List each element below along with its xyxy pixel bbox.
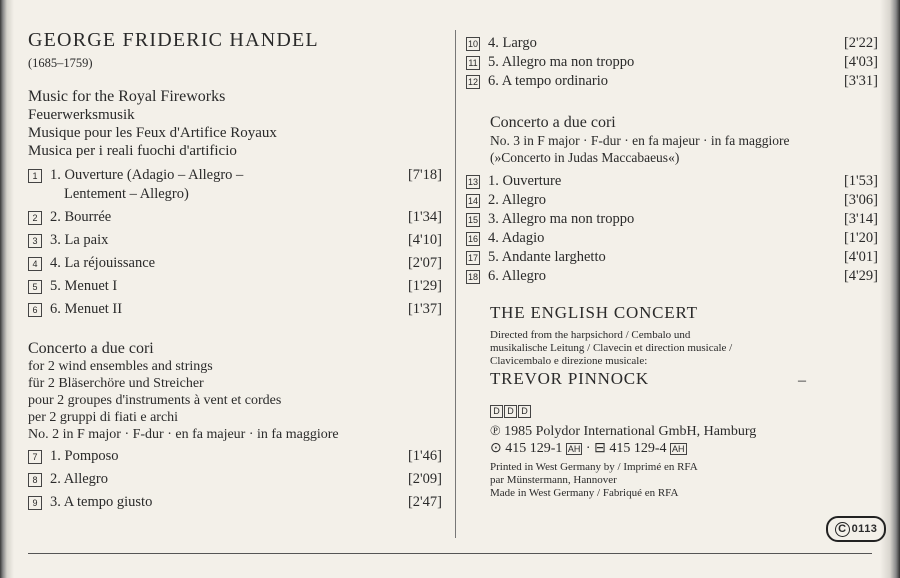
right-edge-shadow: [880, 0, 900, 578]
track-duration: [2'22]: [843, 35, 878, 51]
track-number-box: 7: [28, 450, 42, 464]
track-number-box: 11: [466, 56, 480, 70]
track-number-box: 12: [467, 77, 478, 87]
track-number-box: 17: [467, 253, 478, 263]
track-item: [466, 229, 878, 248]
conductor-name: TREVOR PINNOCK: [490, 369, 650, 388]
ddd-code: [466, 401, 878, 419]
work-subtitle: Feuerwerksmusik: [28, 107, 135, 123]
track-duration: [1'37]: [407, 301, 442, 317]
work-title-concerto-2: Concerto a due cori: [28, 340, 154, 357]
track-number-box: 13: [467, 177, 478, 187]
track-title: 1. Ouverture (Adagio – Allegro –: [50, 167, 244, 183]
track-title: 1. Ouverture: [488, 173, 562, 189]
track-duration: [3'06]: [843, 192, 878, 208]
track-item: [466, 53, 878, 72]
work-subtitle: (»Concerto in Judas Maccabaeus«): [490, 150, 680, 165]
work-subtitle: No. 3 in F major · F-dur · en fa majeur · in fa maggiore: [490, 133, 790, 148]
direction-note: Clavicembalo e direzione musicale:: [490, 355, 648, 367]
ensemble-name: THE ENGLISH CONCERT: [490, 303, 698, 322]
track-title: 3. A tempo giusto: [50, 494, 153, 510]
track-item: [466, 72, 878, 91]
track-title: 4. La réjouissance: [50, 255, 156, 271]
track-number-box: 10: [467, 39, 478, 49]
direction-note: Directed from the harpsichord / Cembalo und: [490, 329, 691, 341]
track-title: 5. Menuet I: [50, 278, 118, 294]
cassette-catalog-number: 415 129-4: [609, 441, 667, 456]
printer-note: Made in West Germany / Fabriqué en RFA: [490, 487, 679, 499]
direction-note: musikalische Leitung / Clavecin et direction musicale /: [490, 342, 733, 354]
track-title: 6. A tempo ordinario: [488, 73, 609, 89]
track-title: 2. Allegro: [50, 471, 108, 487]
track-duration: [1'53]: [843, 173, 878, 189]
track-number-box: 2: [28, 211, 42, 225]
ddd-letter: D: [490, 405, 503, 418]
track-number-box: 8: [28, 473, 42, 487]
track-duration: [1'34]: [407, 209, 442, 225]
printer-note: Printed in West Germany by / Imprimé en RFA: [490, 461, 698, 473]
bottom-rule: [28, 553, 872, 554]
track-item: [28, 231, 442, 250]
printer-note: par Münstermann, Hannover: [490, 474, 617, 486]
track-item: [28, 277, 442, 296]
track-title: 4. Largo: [488, 35, 537, 51]
work-subtitle: per 2 gruppi di fiati e archi: [28, 410, 179, 425]
disc-icon: ⊙: [490, 441, 502, 456]
track-number-box: 4: [28, 257, 42, 271]
track-item: [28, 470, 442, 489]
left-edge-shadow: [0, 0, 14, 578]
composer-name: GEORGE FRIDERIC HANDEL: [28, 29, 319, 51]
track-duration: [2'47]: [407, 494, 442, 510]
conductor-line: [466, 368, 878, 389]
track-item: [466, 172, 878, 191]
track-title-continuation: Lentement – Allegro): [64, 186, 189, 202]
track-duration: [3'31]: [843, 73, 878, 89]
track-duration: [4'10]: [407, 232, 442, 248]
label-code-c-icon: C: [835, 522, 850, 537]
track-title: 6. Menuet II: [50, 301, 123, 317]
track-title: 5. Allegro ma non troppo: [488, 54, 635, 70]
track-item: [28, 208, 442, 227]
track-title: 3. La paix: [50, 232, 109, 248]
track-title: 2. Allegro: [488, 192, 546, 208]
track-item: [28, 447, 442, 466]
track-duration: [1'20]: [843, 230, 878, 246]
track-item: [466, 191, 878, 210]
track-duration: [2'07]: [407, 255, 442, 271]
track-number-box: 5: [28, 280, 42, 294]
track-duration: [1'29]: [407, 278, 442, 294]
left-column: [28, 28, 442, 512]
track-number-box: 3: [28, 234, 42, 248]
work-subtitle: No. 2 in F major · F-dur · en fa majeur · in fa maggiore: [28, 427, 339, 442]
label-code-logo: [826, 516, 886, 542]
disc-code-box: AH: [567, 444, 581, 454]
track-item: [28, 493, 442, 512]
track-title: 3. Allegro ma non troppo: [488, 211, 635, 227]
track-duration: [2'09]: [407, 471, 442, 487]
track-item: [28, 300, 442, 319]
track-title: 4. Adagio: [488, 230, 545, 246]
track-duration: [3'14]: [843, 211, 878, 227]
column-divider: [455, 30, 456, 538]
track-duration: [7'18]: [407, 167, 442, 183]
track-title: 5. Andante larghetto: [488, 249, 606, 265]
track-title: 6. Allegro: [488, 268, 546, 284]
ddd-letter: D: [504, 405, 517, 418]
conductor-dash: –: [798, 372, 807, 389]
cassette-icon: ⊟: [594, 441, 606, 456]
track-number-box: 1: [28, 169, 42, 183]
track-duration: [4'29]: [843, 268, 878, 284]
label-code-number: 0113: [851, 523, 878, 535]
ddd-boxes: [490, 405, 532, 418]
composer-dates: (1685–1759): [28, 56, 93, 70]
cassette-code-box: AH: [672, 444, 685, 454]
work-title-fireworks: Music for the Royal Fireworks: [28, 88, 226, 105]
track-number-box: 9: [28, 496, 42, 510]
track-duration: [4'03]: [843, 54, 878, 70]
track-title: 1. Pomposo: [50, 448, 119, 464]
track-number-box: 18: [467, 272, 478, 282]
copyright-line: ℗ 1985 Polydor International GmbH, Hamburg: [490, 424, 757, 439]
track-item: [466, 267, 878, 286]
track-item: [28, 254, 442, 273]
work-subtitle: Musique pour les Feux d'Artifice Royaux: [28, 125, 277, 141]
work-subtitle: Musica per i reali fuochi d'artificio: [28, 143, 237, 159]
work-title-concerto-3: Concerto a due cori: [490, 114, 616, 131]
track-title: 2. Bourrée: [50, 209, 112, 225]
right-column: [466, 34, 878, 500]
catalog-line: ⊙ 415 129-1 AH · ⊟ 415 129-4 AH: [490, 441, 685, 456]
track-number-box: 15: [467, 215, 478, 225]
track-duration: [4'01]: [843, 249, 878, 265]
track-item: [466, 34, 878, 53]
track-duration: [1'46]: [407, 448, 442, 464]
work-subtitle: für 2 Bläserchöre und Streicher: [28, 376, 204, 391]
work-subtitle: for 2 wind ensembles and strings: [28, 359, 213, 374]
track-number-box: 14: [467, 196, 478, 206]
ddd-letter: D: [518, 405, 531, 418]
track-item: [28, 166, 442, 204]
track-number-box: 6: [28, 303, 42, 317]
track-item: [466, 210, 878, 229]
track-item: [466, 248, 878, 267]
work-subtitle: pour 2 groupes d'instruments à vent et cordes: [28, 393, 282, 408]
disc-catalog-number: 415 129-1: [505, 441, 563, 456]
track-number-box: 16: [467, 234, 478, 244]
